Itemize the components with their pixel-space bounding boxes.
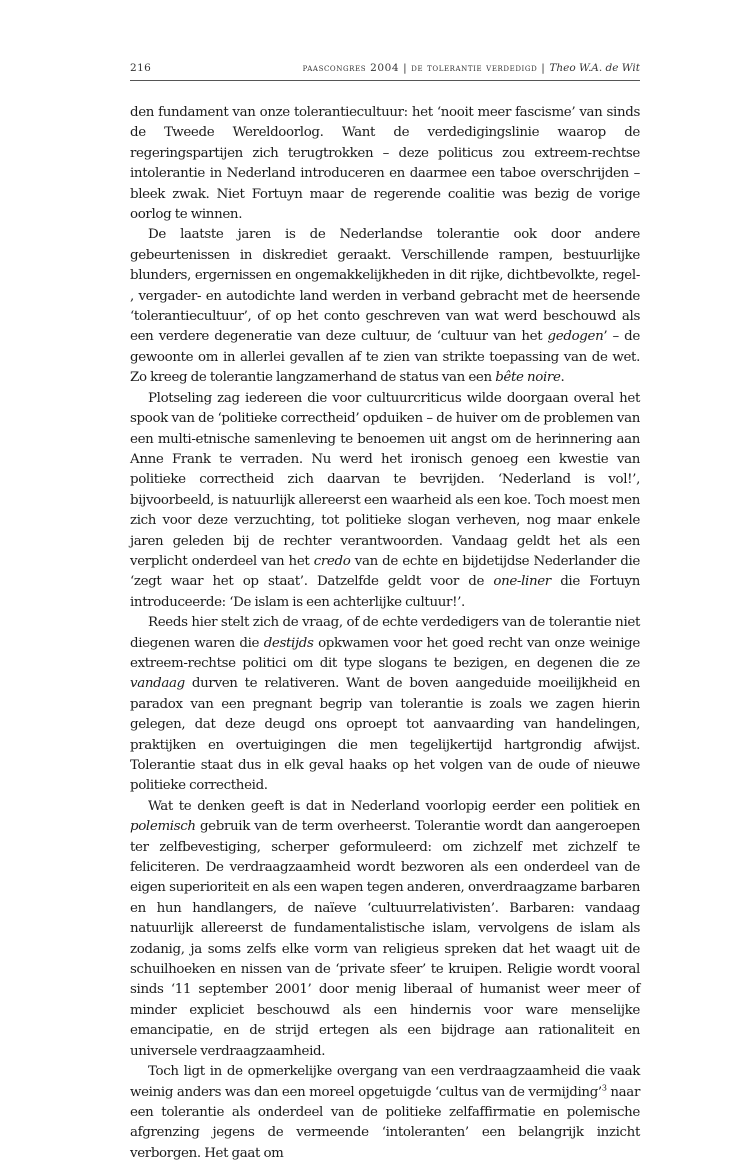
paragraph-text: Reeds hier stelt zich de vraag, of de echte verdedigers van de tolerantie niet diegenen waren die [130, 615, 640, 651]
paragraph-text: De laatste jaren is de Nederlandse tolerantie ook door andere gebeurtenissen in diskrediet geraakt. Verschillende rampen, bestuurlijke blunders, ergernissen en ongemakkelijkheden in dit rijke, dichtbevolkte, regel- , vergader- en autodichte land werden in verband gebracht met de heersende ‘tolerantiecultuur’, of op het conto geschreven van wat werd beschouwd als een verdere degeneratie van deze cultuur, de ‘cultuur van het [130, 227, 640, 345]
running-title [303, 62, 640, 74]
italic-term: bête noire [495, 370, 561, 386]
italic-term: vandaag [130, 676, 185, 692]
paragraph-1 [130, 103, 640, 225]
italic-term: polemisch [130, 819, 196, 835]
page-number: 216 [130, 62, 152, 74]
paragraph-4 [130, 613, 640, 797]
italic-term: credo [313, 553, 351, 569]
paragraph-3 [130, 389, 640, 613]
paragraph-2 [130, 225, 640, 388]
paragraph-text: Toch ligt in de opmerkelijke overgang van een verdraagzaamheid die vaak weinig anders was dan een moreel opgetuigde ‘cultus van de vermijding’ [130, 1064, 640, 1100]
paragraph-text: opkwamen voor het goed recht van onze weinige extreem-rechtse politici om dit type slogans te bezigen, en degenen die ze [130, 635, 640, 671]
paragraph-6 [130, 1062, 640, 1164]
italic-term: gedogen [547, 329, 604, 345]
paragraph-text: den fundament van onze tolerantiecultuur: het ‘nooit meer fascisme’ van sinds de Tweede Wereldoorlog. Want de verdedigingslinie waarop de regeringspartijen zich terugtrokken – deze politicus zou extreem-rechtse intolerantie in Nederland introduceren en daarmee een taboe overschrijden – bleek zwak. Niet Fortuyn maar de regerende coalitie was bezig de vorige oorlog te winnen. [130, 105, 640, 223]
paragraph-text: durven te relativeren. Want de boven aangeduide moeilijkheid en paradox van een pregnant begrip van tolerantie is zoals we zagen hierin gelegen, dat deze deugd ons oproept tot aanvaarding van handelingen, praktijken en overtuigingen die men tegelijkertijd hartgrondig afwijst. Tolerantie staat dus in elk geval haaks op het volgen van de oude of nieuwe politieke correctheid. [130, 676, 640, 794]
footnote-marker[interactable]: 3 [601, 1083, 607, 1093]
italic-term: destijds [263, 635, 314, 651]
paragraph-text: ’ – de gewoonte om in allerlei gevallen af te zien van strikte toepassing van de wet. Zo kreeg de tolerantie langzamerhand de status van een [130, 329, 640, 386]
paragraph-text: . [560, 370, 565, 386]
paragraph-text: Wat te denken geeft is dat in Nederland voorlopig eerder een politiek en [148, 798, 640, 814]
paragraph-5 [130, 797, 640, 1062]
running-author: Theo W.A. de Wit [549, 62, 640, 74]
paragraph-text: die Fortuyn introduceerde: ‘De islam is een achterlijke cultuur!’. [130, 574, 641, 610]
paragraph-text: naar een tolerantie als onderdeel van de politieke zelfaffirmatie en polemische afgrenzing jegens de vermeende ‘intoleranten’ een belangrijk inzicht verborgen. Het gaat om [130, 1084, 640, 1161]
paragraph-text: gebruik van de term overheerst. Tolerantie wordt dan aangeroepen ter zelfbevestiging, scherper geformuleerd: om zichzelf met zichzelf te feliciteren. De verdraagzaamheid wordt bezworen als een onderdeel van de eigen superioriteit en als een wapen tegen anderen, onverdraagzame barbaren en hun handlangers, de naïeve ‘cultuurrelativisten’. Barbaren: vandaag natuurlijk allereerst de fundamentalistische islam, vervolgens de islam als zodanig, ja soms zelfs elke vorm van religieus spreken dat het waagt uit de schuilhoeken en nissen van de ‘private sfeer’ te kruipen. Religie wordt vooral sinds ‘11 september 2001’ door menig liberaal of humanist weer meer of minder expliciet beschouwd als een hindernis voor ware menselijke emancipatie, en de strijd ertegen als een bijdrage aan rationaliteit en universele verdraagzaamheid. [130, 819, 640, 1059]
paragraph-text: Plotseling zag iedereen die voor cultuurcriticus wilde doorgaan overal het spook van de ‘politieke correctheid’ opduiken – de huiver om de problemen van een multi-etnische samenleving te benoemen uit angst om de herinnering aan Anne Frank te verraden. Nu werd het ironisch genoeg een kwestie van politieke correctheid zich daarvan te bevrijden. ‘Nederland is vol!’, bijvoorbeeld, is natuurlijk allereerst een waarheid als een koe. Toch moest men zich voor deze verzuchting, tot politieke slogan verheven, nog maar enkele jaren geleden bij de rechter verantwoorden. Vandaag geldt het als een verplicht onderdeel van het [130, 390, 640, 569]
running-title-text: paascongres 2004 | de tolerantie verdedigd | [302, 62, 550, 74]
paragraph-text: van de echte en bijdetijdse Nederlander die ‘zegt waar het op staat’. Datzelfde geldt voor de [130, 553, 640, 590]
italic-term: one-liner [493, 574, 551, 590]
running-header [130, 58, 640, 81]
body-text [130, 103, 640, 1164]
